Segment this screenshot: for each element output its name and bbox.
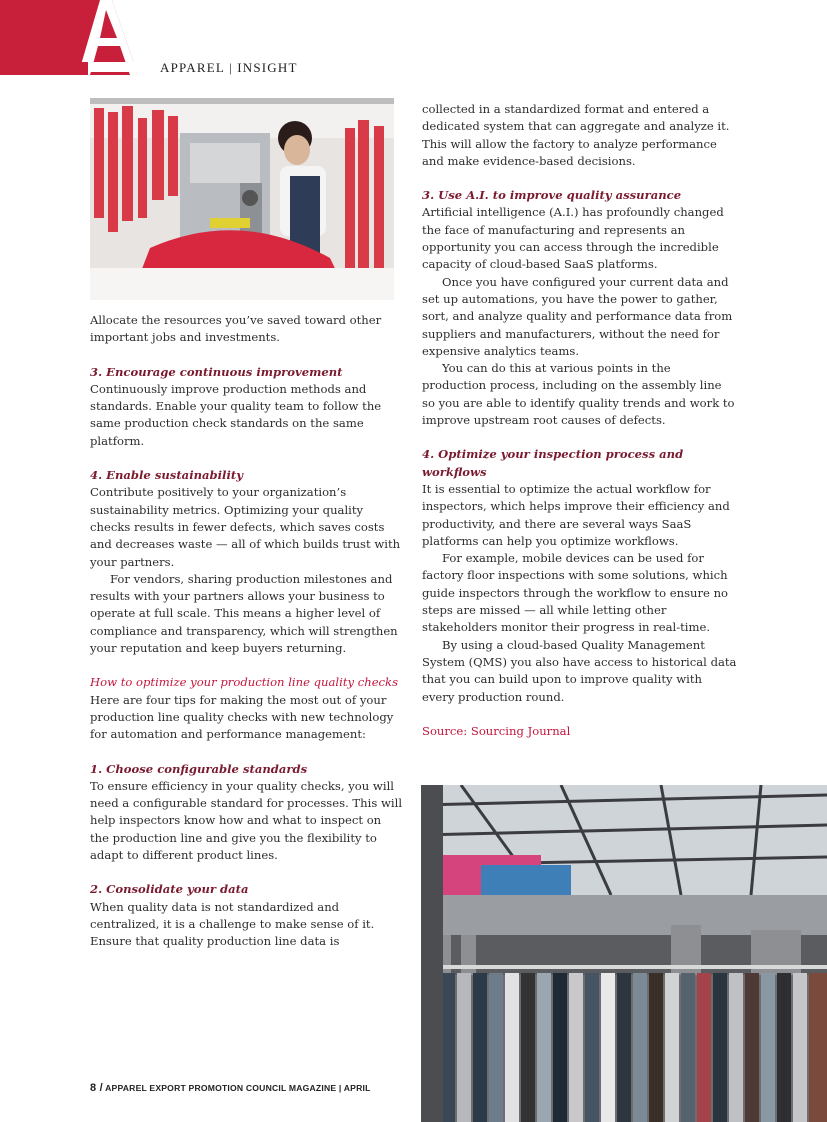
magazine-name: APPAREL EXPORT PROMOTION COUNCIL MAGAZINE | APRIL <box>105 1083 371 1093</box>
body-paragraph: To ensure efficiency in your quality checks, you will need a configurable standard for processes. This will help inspectors know how and what to inspect on the production line and give you the flexibility to adapt to different product lines. <box>90 778 403 863</box>
body-paragraph: It is essential to optimize the actual workflow for inspectors, which helps improve their efficiency and productivity, and there are several ways SaaS platforms can help you optimize workflows. <box>422 481 730 548</box>
subheading-consolidate: 2. Consolidate your data <box>90 882 249 897</box>
logo-a-icon <box>0 0 150 75</box>
subheading-sustainability: 4. Enable sustainability <box>90 468 243 483</box>
body-paragraph: Here are four tips for making the most out of your production line quality checks with new technology for automation and performance management: <box>90 692 394 742</box>
subheading-ai: 3. Use A.I. to improve quality assurance <box>422 188 682 203</box>
seamstress-photo <box>90 98 394 300</box>
body-paragraph: Once you have configured your current data and set up automations, you have the power to gather, sort, and analyze quality and performance data from suppliers and manufacturers, without the need for expensive analytics teams. <box>422 274 733 358</box>
body-paragraph: Artificial intelligence (A.I.) has profoundly changed the face of manufacturing and represents an opportunity you can access through the incredible capacity of cloud-based SaaS platforms. <box>422 205 724 272</box>
page-footer <box>90 1082 371 1094</box>
page-number: 8 / <box>90 1082 103 1094</box>
subheading-how-to: How to optimize your production line quality checks <box>90 675 399 690</box>
magazine-logo <box>0 0 150 75</box>
body-paragraph: For example, mobile devices can be used for factory floor inspections with some solutions, which guide inspectors through the workflow to ensure no steps are missed — all while letting other stakeholders monitor their progress in real-time. <box>422 551 729 635</box>
body-paragraph: When quality data is not standardized and centralized, it is a challenge to make sense of it. Ensure that quality production line data is <box>90 899 375 949</box>
subheading-configurable: 1. Choose configurable standards <box>90 761 308 776</box>
body-paragraph: You can do this at various points in the production process, including on the assembly line so you are able to identify quality trends and work to improve upstream root causes of defects. <box>422 361 735 428</box>
subheading-inspection: 4. Optimize your inspection process and workflows <box>422 447 684 479</box>
body-paragraph: Allocate the resources you’ve saved toward other important jobs and investments. <box>90 313 382 345</box>
section-header: APPAREL | INSIGHT <box>160 60 298 75</box>
photo-seamstress-icon <box>90 98 394 300</box>
right-column <box>422 101 738 740</box>
body-paragraph: collected in a standardized format and entered a dedicated system that can aggregate and analyze it. This will allow the factory to analyze performance and make evidence-based decisions. <box>422 102 730 168</box>
body-paragraph: Contribute positively to your organization’s sustainability metrics. Optimizing your quality checks results in fewer defects, which saves costs and decreases waste — all of which builds trust with your partners. <box>90 485 401 569</box>
subheading-improvement: 3. Encourage continuous improvement <box>90 364 343 379</box>
warehouse-photo <box>421 785 827 1122</box>
body-paragraph: Continuously improve production methods and standards. Enable your quality team to follow the same production check standards on the same platform. <box>90 381 382 448</box>
body-paragraph: By using a cloud-based Quality Management System (QMS) you also have access to historical data that you can build upon to improve quality with every production round. <box>422 637 737 704</box>
source-credit: Source: Sourcing Journal <box>422 723 571 738</box>
body-paragraph: For vendors, sharing production milestones and results with your partners allows your business to operate at full scale. This means a higher level of compliance and transparency, which will strengthen your reputation and keep buyers returning. <box>90 571 398 656</box>
left-column <box>90 98 403 951</box>
photo-clothing-warehouse-icon <box>421 785 827 1122</box>
